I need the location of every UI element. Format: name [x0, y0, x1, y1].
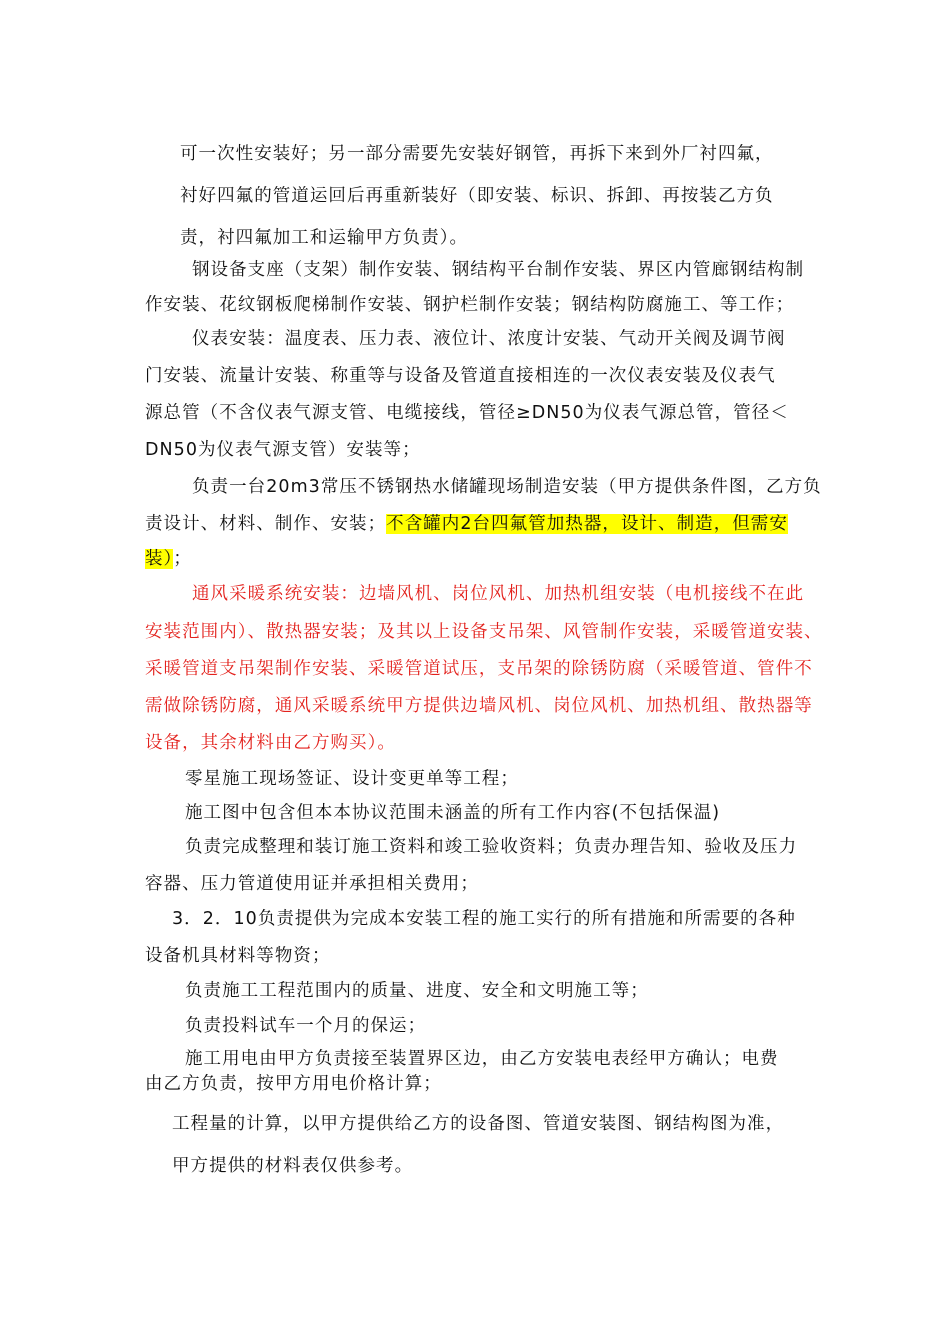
para-5-line-2: 安装范围内）、散热器安装；及其以上设备支吊架、风管制作安装，采暖管道安装、 — [145, 622, 823, 642]
para-4-line-2 — [145, 512, 788, 536]
para-9-line-1: 3．2．10负责提供为完成本安装工程的施工实行的所有措施和所需要的各种 — [172, 909, 796, 929]
para-5-line-1: 通风采暖系统安装：边墙风机、岗位风机、加热机组安装（电机接线不在此 — [192, 584, 805, 604]
para-3-line-4: DN50为仪表气源支管）安装等； — [145, 440, 421, 460]
para-9-line-2: 设备机具材料等物资； — [145, 946, 331, 966]
highlighted-text: 不含罐内2台四氟管加热器，设计、制造，但需安 — [386, 514, 788, 534]
para-8-line-2: 容器、压力管道使用证并承担相关费用； — [145, 874, 479, 894]
para-4-line-3 — [145, 547, 192, 571]
para-8-line-1: 负责完成整理和装订施工资料和竣工验收资料；负责办理告知、验收及压力 — [185, 837, 798, 857]
para-5-line-3: 采暖管道支吊架制作安装、采暖管道试压，支吊架的除锈防腐（采暖管道、管件不 — [145, 659, 813, 679]
para-12-line-2: 由乙方负责，按甲方用电价格计算； — [145, 1074, 442, 1094]
para-13-line-2: 甲方提供的材料表仅供参考。 — [172, 1156, 414, 1176]
para-2-line-2: 作安装、花纹钢板爬梯制作安装、钢护栏制作安装；钢结构防腐施工、等工作； — [145, 295, 795, 315]
para-4-text: 责设计、材料、制作、安装； — [145, 514, 387, 534]
para-13-line-1: 工程量的计算，以甲方提供给乙方的设备图、管道安装图、钢结构图为准， — [172, 1114, 785, 1134]
para-3-line-3: 源总管（不含仪表气源支管、电缆接线，管径≥DN50为仪表气源总管，管径＜ — [145, 403, 789, 423]
para-11-line-1: 负责投料试车一个月的保运； — [185, 1016, 427, 1036]
para-3-line-1: 仪表安装：温度表、压力表、液位计、浓度计安装、气动开关阀及调节阀 — [192, 329, 786, 349]
para-1-line-1: 可一次性安装好；另一部分需要先安装好钢管，再拆下来到外厂衬四氟， — [180, 144, 774, 164]
para-4-line-1: 负责一台20m3常压不锈钢热水储罐现场制造安装（甲方提供条件图，乙方负 — [192, 477, 822, 497]
para-4-end: ； — [173, 549, 192, 569]
para-7-line-1: 施工图中包含但本本协议范围未涵盖的所有工作内容(不包括保温) — [185, 803, 721, 823]
para-5-line-4: 需做除锈防腐，通风采暖系统甲方提供边墙风机、岗位风机、加热机组、散热器等 — [145, 696, 813, 716]
para-10-line-1: 负责施工工程范围内的质量、进度、安全和文明施工等； — [185, 981, 649, 1001]
highlighted-text: 装） — [145, 549, 174, 569]
para-1-line-2: 衬好四氟的管道运回后再重新装好（即安装、标识、拆卸、再按装乙方负 — [180, 186, 774, 206]
para-6-line-1: 零星施工现场签证、设计变更单等工程； — [185, 769, 519, 789]
para-12-line-1: 施工用电由甲方负责接至装置界区边，由乙方安装电表经甲方确认；电费 — [185, 1049, 779, 1069]
para-5-line-5: 设备，其余材料由乙方购买）。 — [145, 733, 396, 753]
para-1-line-3: 责，衬四氟加工和运输甲方负责）。 — [180, 228, 469, 248]
para-2-line-1: 钢设备支座（支架）制作安装、钢结构平台制作安装、界区内管廊钢结构制 — [192, 260, 805, 280]
para-3-line-2: 门安装、流量计安装、称重等与设备及管道直接相连的一次仪表安装及仪表气 — [145, 366, 776, 386]
